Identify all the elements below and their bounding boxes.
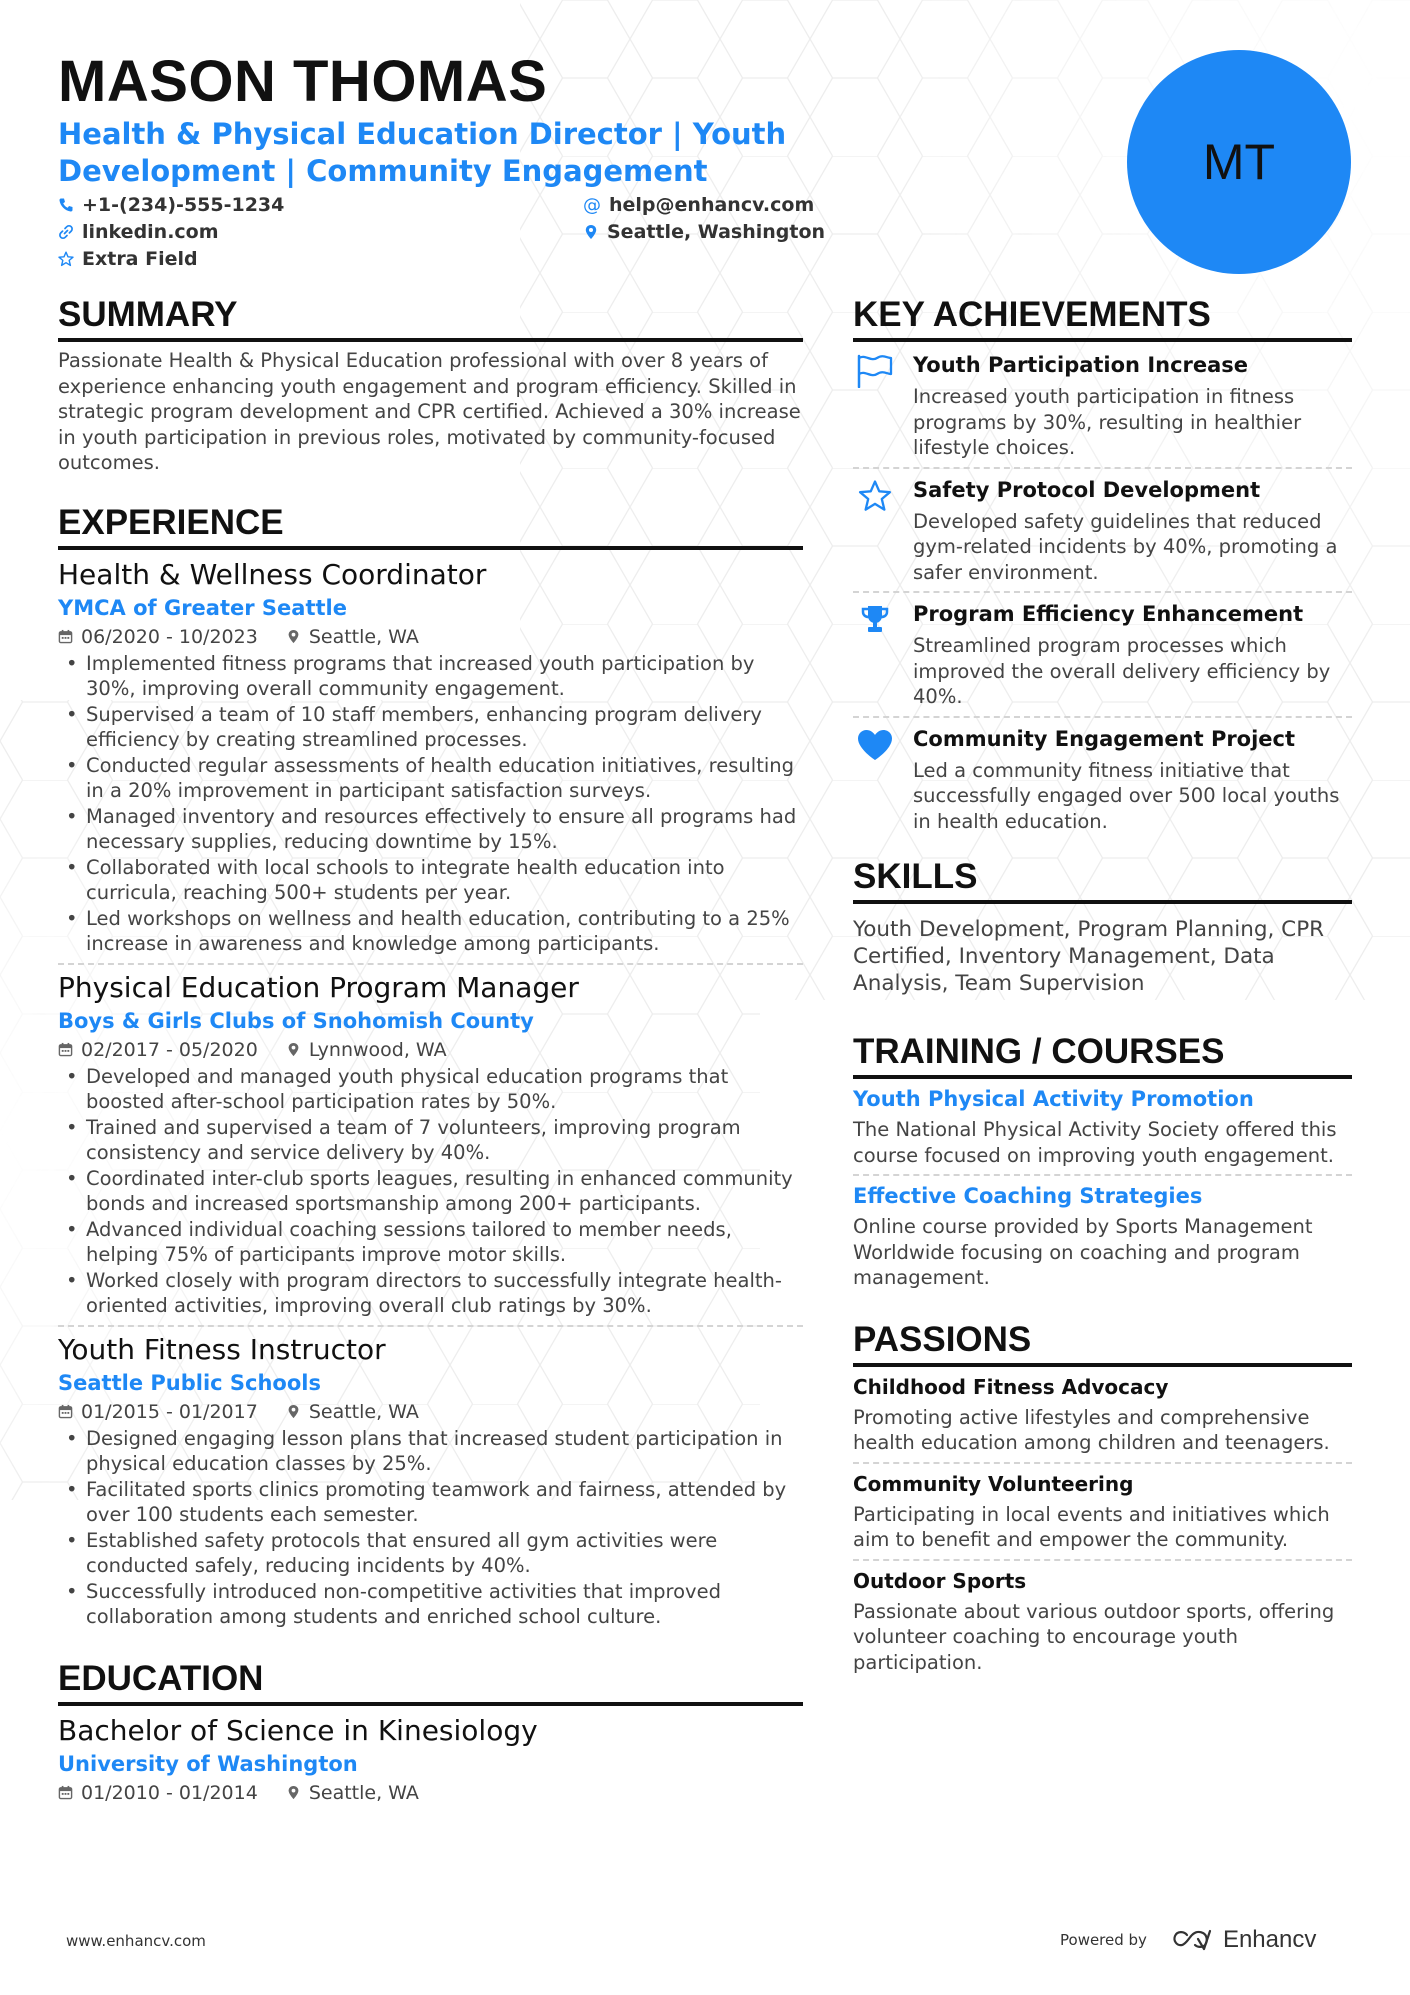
bullet-item: • Worked closely with program directors to successfully integrate health-oriented activities, improving overall club ratings by 30%. [58, 1268, 803, 1319]
job-location [286, 626, 419, 648]
bullet-item: • Designed engaging lesson plans that increased student participation in physical education classes by 25%. [58, 1426, 803, 1477]
passions-heading: PASSIONS [853, 1319, 1352, 1367]
candidate-headline: Health & Physical Education Director | Youth Development | Community Engagement [58, 117, 787, 188]
phone-text: +1-(234)-555-1234 [82, 194, 285, 216]
skills-text: Youth Development, Program Planning, CPR Certified, Inventory Management, Data Analysis, Team Supervision [853, 917, 1325, 996]
passion-title: Childhood Fitness Advocacy [853, 1374, 1169, 1399]
passion-item [853, 1470, 1352, 1553]
bullet-item: • Advanced individual coaching sessions tailored to member needs, helping 75% of participants improve motor skills. [58, 1217, 803, 1268]
skills-section [853, 856, 1352, 997]
avatar [1127, 50, 1351, 274]
education-entry [58, 1714, 803, 1804]
enhancv-logo-icon [1171, 1929, 1213, 1951]
entry-divider [58, 963, 803, 965]
education-location-text: Seattle, WA [308, 1781, 419, 1804]
passion-item [853, 1373, 1352, 1456]
entry-divider [58, 1325, 803, 1327]
experience-section [58, 502, 803, 1630]
course-item [853, 1085, 1352, 1168]
job-dates-text: 02/2017 - 05/2020 [81, 1038, 258, 1061]
linkedin-text: linkedin.com [82, 221, 219, 243]
footer-website[interactable]: www.enhancv.com [66, 1932, 206, 1950]
calendar-icon [58, 1785, 73, 1800]
calendar-icon [58, 1404, 73, 1419]
candidate-name: MASON THOMAS [58, 49, 548, 114]
job-meta [58, 626, 803, 648]
entry-divider [853, 716, 1352, 718]
job-title: Physical Education Program Manager [58, 970, 579, 1004]
star-icon [858, 479, 892, 513]
achievement-item [853, 475, 1352, 586]
achievement-text: Developed safety guidelines that reduced gym-related incidents by 40%, promoting a safer environment. [913, 509, 1338, 584]
job-bullets [58, 1426, 803, 1630]
email-text: help@enhancv.com [609, 194, 815, 216]
course-title[interactable]: Youth Physical Activity Promotion [853, 1087, 1254, 1111]
company-name[interactable]: Boys & Girls Clubs of Snohomish County [58, 1008, 534, 1033]
summary-section [58, 294, 803, 476]
link-icon [58, 224, 74, 240]
location-pin-icon [286, 629, 301, 644]
passion-item [853, 1567, 1352, 1676]
bullet-item: • Established safety protocols that ensured all gym activities were conducted safely, reducing incidents by 40%. [58, 1528, 803, 1579]
bullet-item: • Facilitated sports clinics promoting teamwork and fairness, attended by over 100 students each semester. [58, 1477, 803, 1528]
achievements-section [853, 294, 1352, 834]
job-location [286, 1039, 447, 1061]
left-column [58, 294, 803, 1804]
passion-text: Participating in local events and initiatives which aim to benefit and empower the community. [853, 1502, 1330, 1551]
bullet-item: • Led workshops on wellness and health education, contributing to a 25% increase in awareness and knowledge among participants. [58, 906, 803, 957]
entry-divider [853, 467, 1352, 469]
education-location [286, 1782, 419, 1804]
bullet-item: • Trained and supervised a team of 7 volunteers, improving program consistency and service delivery by 40%. [58, 1115, 803, 1166]
job-title: Youth Fitness Instructor [58, 1332, 386, 1366]
skills-heading: SKILLS [853, 856, 1352, 904]
education-section [58, 1658, 803, 1804]
location-pin-icon [286, 1042, 301, 1057]
extra-field-contact [58, 248, 198, 270]
phone-icon [58, 197, 74, 213]
phone-contact[interactable] [58, 194, 284, 216]
achievement-text: Led a community fitness initiative that successfully engaged over 500 local youths in health education. [913, 758, 1340, 833]
achievement-text: Increased youth participation in fitness programs by 30%, resulting in healthier lifestyle choices. [913, 385, 1302, 459]
job-dates [58, 626, 258, 648]
passions-section [853, 1319, 1352, 1676]
school-name[interactable]: University of Washington [58, 1751, 358, 1776]
email-contact[interactable] [583, 194, 814, 216]
right-column [853, 294, 1352, 1675]
entry-divider [853, 1559, 1352, 1561]
footer-branding [1060, 1926, 1316, 1954]
summary-heading: SUMMARY [58, 294, 803, 342]
job-bullets [58, 651, 803, 957]
enhancv-logo[interactable] [1171, 1926, 1316, 1954]
achievement-title: Program Efficiency Enhancement [913, 602, 1304, 626]
avatar-initials: MT [1202, 134, 1276, 190]
achievement-item [853, 724, 1352, 835]
achievement-title: Youth Participation Increase [913, 353, 1249, 377]
course-text: The National Physical Activity Society offered this course focused on improving youth engagement. [853, 1118, 1337, 1167]
job-location-text: Seattle, WA [308, 625, 419, 648]
location-text: Seattle, Washington [607, 221, 826, 243]
experience-entry [58, 1333, 803, 1630]
location-contact [583, 221, 825, 243]
achievement-title: Community Engagement Project [913, 726, 1296, 751]
calendar-icon [58, 1042, 73, 1057]
course-item [853, 1182, 1352, 1291]
company-name[interactable]: Seattle Public Schools [58, 1370, 321, 1395]
job-title: Health & Wellness Coordinator [58, 557, 487, 591]
bullet-item: • Coordinated inter-club sports leagues, resulting in enhanced community bonds and increased sportsmanship among 200+ participants. [58, 1166, 803, 1217]
trophy-icon [859, 603, 891, 635]
experience-entry [58, 971, 803, 1319]
experience-entry [58, 558, 803, 957]
powered-by-label: Powered by [1060, 1931, 1147, 1949]
degree-title: Bachelor of Science in Kinesiology [58, 1713, 538, 1747]
job-meta [58, 1039, 803, 1061]
job-dates [58, 1039, 258, 1061]
passion-text: Passionate about various outdoor sports, offering volunteer coaching to encourage youth participation. [853, 1599, 1335, 1674]
job-location-text: Seattle, WA [308, 1400, 419, 1423]
summary-text: Passionate Health & Physical Education professional with over 8 years of experience enhancing youth engagement and program efficiency. Skilled in strategic program development and CPR certified. Achieved a 30% increase in youth participation in previous roles, motivated by community-focused outcomes. [58, 349, 801, 474]
entry-divider [853, 1462, 1352, 1464]
bullet-item: • Managed inventory and resources effectively to ensure all programs had necessary supplies, reducing downtime by 15%. [58, 804, 803, 855]
achievement-item [853, 350, 1352, 461]
flag-icon [855, 354, 895, 388]
entry-divider [853, 1174, 1352, 1176]
bullet-item: • Developed and managed youth physical education programs that boosted after-school participation rates by 50%. [58, 1064, 803, 1115]
education-meta [58, 1782, 803, 1804]
extra-field-text: Extra Field [82, 248, 198, 270]
job-dates-text: 06/2020 - 10/2023 [81, 625, 258, 648]
at-icon: @ [583, 194, 601, 216]
passion-title: Community Volunteering [853, 1471, 1134, 1496]
passion-text: Promoting active lifestyles and comprehensive health education among children and teenagers. [853, 1405, 1330, 1454]
passion-title: Outdoor Sports [853, 1568, 1027, 1593]
location-pin-icon [286, 1785, 301, 1800]
linkedin-contact[interactable] [58, 221, 219, 243]
location-pin-icon [286, 1404, 301, 1419]
bullet-item: • Successfully introduced non-competitive activities that improved collaboration among students and enriched school culture. [58, 1579, 803, 1630]
experience-heading: EXPERIENCE [58, 502, 803, 550]
job-location [286, 1401, 419, 1423]
job-location-text: Lynnwood, WA [308, 1038, 447, 1061]
education-heading: EDUCATION [58, 1658, 803, 1706]
star-outline-icon [58, 251, 74, 267]
bullet-item: • Implemented fitness programs that increased youth participation by 30%, improving overall community engagement. [58, 651, 803, 702]
heart-icon [856, 728, 894, 762]
achievement-title: Safety Protocol Development [913, 477, 1261, 502]
achievement-text: Streamlined program processes which improved the overall delivery efficiency by 40%. [913, 634, 1331, 708]
job-dates [58, 1401, 258, 1423]
job-meta [58, 1401, 803, 1423]
bullet-item: • Conducted regular assessments of health education initiatives, resulting in a 20% improvement in participant satisfaction surveys. [58, 753, 803, 804]
training-heading: TRAINING / COURSES [853, 1031, 1352, 1079]
job-dates-text: 01/2015 - 01/2017 [81, 1400, 258, 1423]
course-title[interactable]: Effective Coaching Strategies [853, 1184, 1203, 1208]
enhancv-logo-text: Enhancv [1222, 1926, 1317, 1953]
bullet-item: • Collaborated with local schools to integrate health education into curricula, reaching 500+ students per year. [58, 855, 803, 906]
company-name[interactable]: YMCA of Greater Seattle [58, 595, 347, 620]
bullet-item: • Supervised a team of 10 staff members, enhancing program delivery efficiency by creating streamlined processes. [58, 702, 803, 753]
achievement-item [853, 599, 1352, 710]
education-dates [58, 1782, 258, 1804]
training-section [853, 1031, 1352, 1291]
course-text: Online course provided by Sports Management Worldwide focusing on coaching and program management. [853, 1215, 1313, 1289]
education-dates-text: 01/2010 - 01/2014 [81, 1781, 258, 1804]
entry-divider [853, 591, 1352, 593]
location-pin-icon [583, 224, 599, 240]
job-bullets [58, 1064, 803, 1319]
achievements-heading: KEY ACHIEVEMENTS [853, 294, 1352, 342]
calendar-icon [58, 629, 73, 644]
